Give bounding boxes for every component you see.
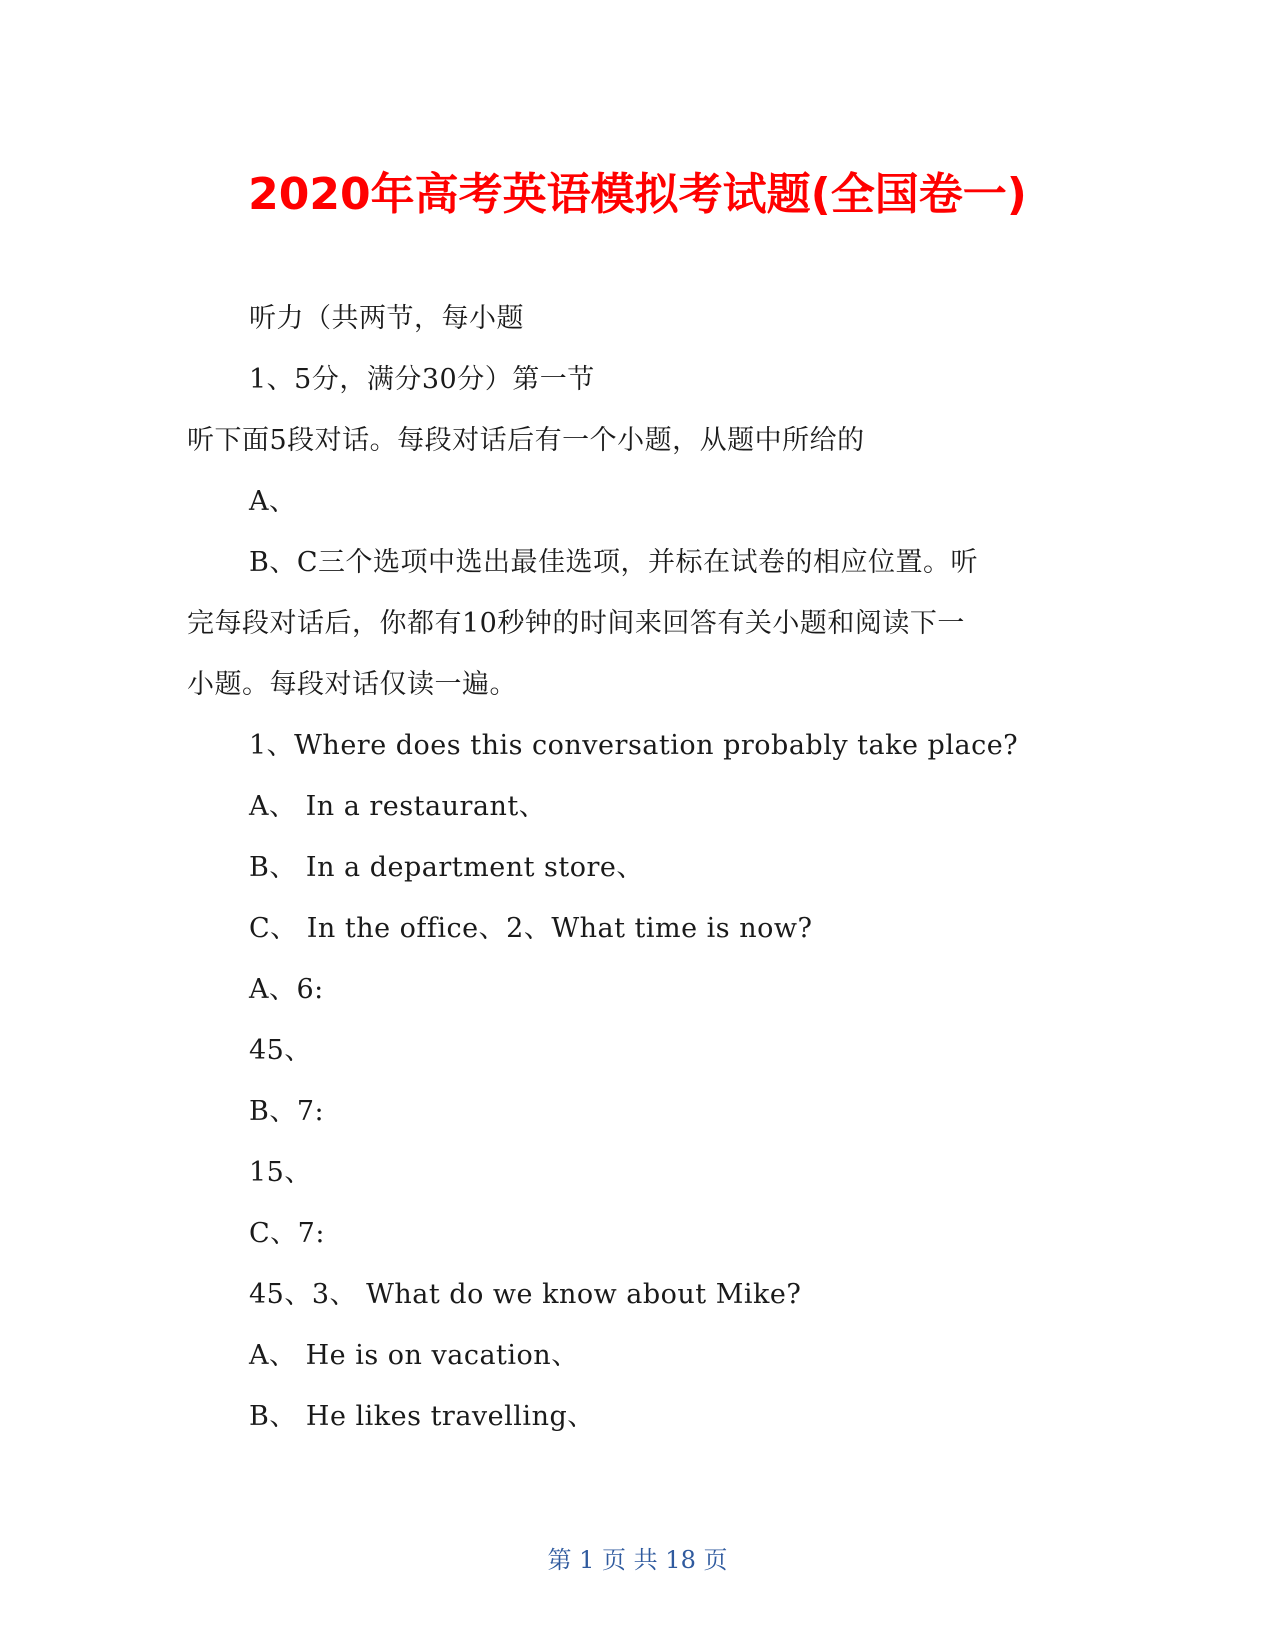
option-line: B、 In a department store、 [249,852,644,883]
document-title: 2020年高考英语模拟考试题(全国卷一) [248,169,1027,220]
text-line: A、 [249,486,297,517]
text-line: 完每段对话后，你都有10秒钟的时间来回答有关小题和阅读下一 [187,608,965,639]
option-line: 15、 [249,1157,312,1188]
option-line: B、7: [249,1096,325,1127]
document-body [187,288,1067,1447]
text-line: 小题。每段对话仅读一遍。 [187,669,517,700]
option-line: A、6: [249,974,324,1005]
option-line: C、 In the office、2、What time is now? [249,913,813,944]
option-line: A、 He is on vacation、 [249,1340,579,1371]
option-line: A、 In a restaurant、 [249,791,547,822]
option-line: B、 He likes travelling、 [249,1401,595,1432]
text-line: 听力（共两节，每小题 [249,303,524,334]
option-line: 45、 [249,1035,312,1066]
page-number-footer: 第 1 页 共 18 页 [547,1546,728,1574]
question-1: 1、Where does this conversation probably take place? [249,730,1019,761]
text-line: 听下面5段对话。每段对话后有一个小题，从题中所给的 [187,425,865,456]
option-line: C、7: [249,1218,325,1249]
text-line: 1、5分，满分30分）第一节 [249,364,595,395]
text-line: B、C三个选项中选出最佳选项，并标在试卷的相应位置。听 [249,547,978,578]
question-3: 45、3、 What do we know about Mike? [249,1279,802,1310]
